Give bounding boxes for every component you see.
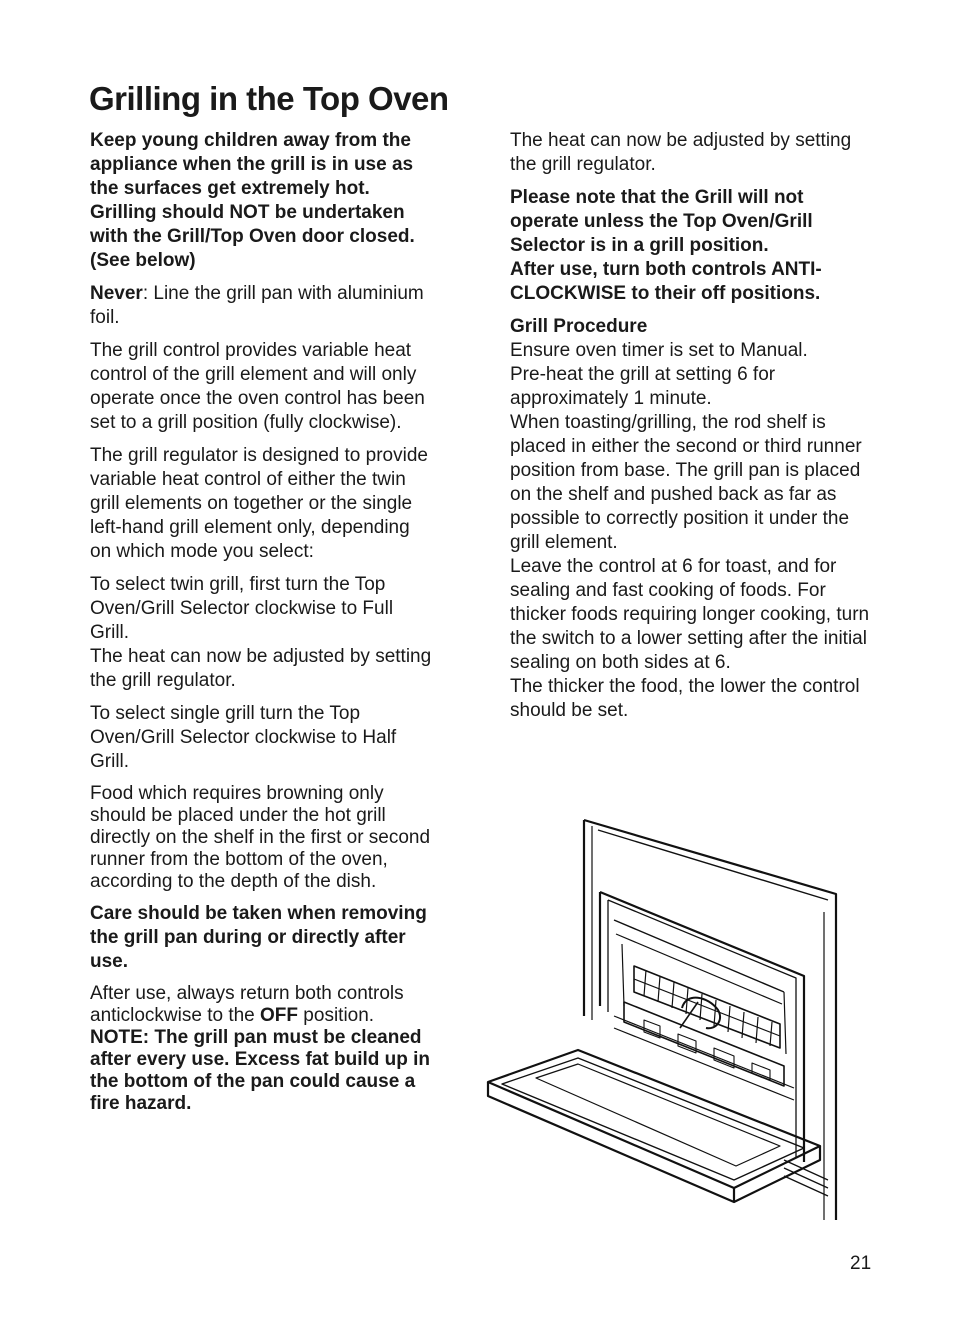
twin-grill-paragraph — [90, 573, 435, 693]
off-label: OFF — [260, 1005, 299, 1026]
warning-children-text: Keep young children away from the appliance when the grill is in use as the surfaces get extremely hot. — [90, 130, 414, 199]
care-warning: Care should be taken when removing the grill pan during or directly after use. — [90, 903, 427, 972]
right-column — [510, 129, 875, 732]
procedure-setting: Leave the control at 6 for toast, and for sealing and fast cooking of foods. For thicker foods requiring longer cooking, turn the switch to a lower setting after the initial sealing on both sides at 6. — [510, 556, 870, 673]
cleaning-note: NOTE: The grill pan must be cleaned after every use. Excess fat build up in the bottom of the pan could cause a fire hazard. — [90, 1027, 431, 1114]
grill-control-paragraph: The grill control provides variable heat control of the grill element and will only operate once the oven control has been set to a grill position (fully clockwise). — [90, 340, 425, 433]
page-number: 21 — [850, 1253, 872, 1274]
grill-procedure — [510, 315, 875, 723]
heat-adjust-paragraph: The heat can now be adjusted by setting the grill regulator. — [510, 130, 852, 175]
grill-regulator-paragraph: The grill regulator is designed to provide variable heat control of either the twin grill elements on together or the single left-hand grill element only, depending on which mode you select: — [90, 445, 428, 562]
after-use-text: After use, always return both controls anticlockwise to the — [90, 983, 404, 1026]
procedure-timer: Ensure oven timer is set to Manual. — [510, 340, 808, 361]
grill-selector-note-text: Please note that the Grill will not operate unless the Top Oven/Grill Selector is in a grill position. — [510, 187, 813, 256]
grill-selector-note — [510, 186, 875, 306]
browning-paragraph: Food which requires browning only should be placed under the hot grill directly on the shelf in the first or second runner from the bottom of the oven, according to the depth of the dish. — [90, 783, 431, 892]
never-label: Never — [90, 283, 143, 304]
warning-door-closed: Grilling should NOT be undertaken with the Grill/Top Oven door closed. (See below) — [90, 202, 415, 271]
after-use-text-end: position. — [298, 1005, 375, 1026]
warning-children — [90, 129, 435, 273]
never-text: : Line the grill pan with aluminium foil. — [90, 283, 424, 328]
never-foil-paragraph — [90, 282, 435, 330]
procedure-shelf: When toasting/grilling, the rod shelf is placed in either the second or third runner position from base. The grill pan is placed on the shelf and pushed back as far as possible to correctly position it under the grill element. — [510, 412, 862, 553]
oven-grill-illustration — [484, 816, 840, 1224]
after-use-paragraph — [90, 983, 435, 1115]
twin-grill-text: To select twin grill, first turn the Top Oven/Grill Selector clockwise to Full Grill. — [90, 574, 394, 643]
grill-procedure-heading: Grill Procedure — [510, 316, 648, 337]
single-grill-paragraph: To select single grill turn the Top Oven/Grill Selector clockwise to Half Grill. — [90, 703, 397, 772]
page-title: Grilling in the Top Oven — [89, 80, 449, 117]
after-use-controls-note: After use, turn both controls ANTI-CLOCKWISE to their off positions. — [510, 259, 822, 304]
twin-grill-adjust-text: The heat can now be adjusted by setting the grill regulator. — [90, 646, 432, 691]
left-column — [90, 129, 435, 1124]
procedure-thickness: The thicker the food, the lower the control should be set. — [510, 676, 860, 721]
procedure-preheat: Pre-heat the grill at setting 6 for approximately 1 minute. — [510, 364, 776, 409]
